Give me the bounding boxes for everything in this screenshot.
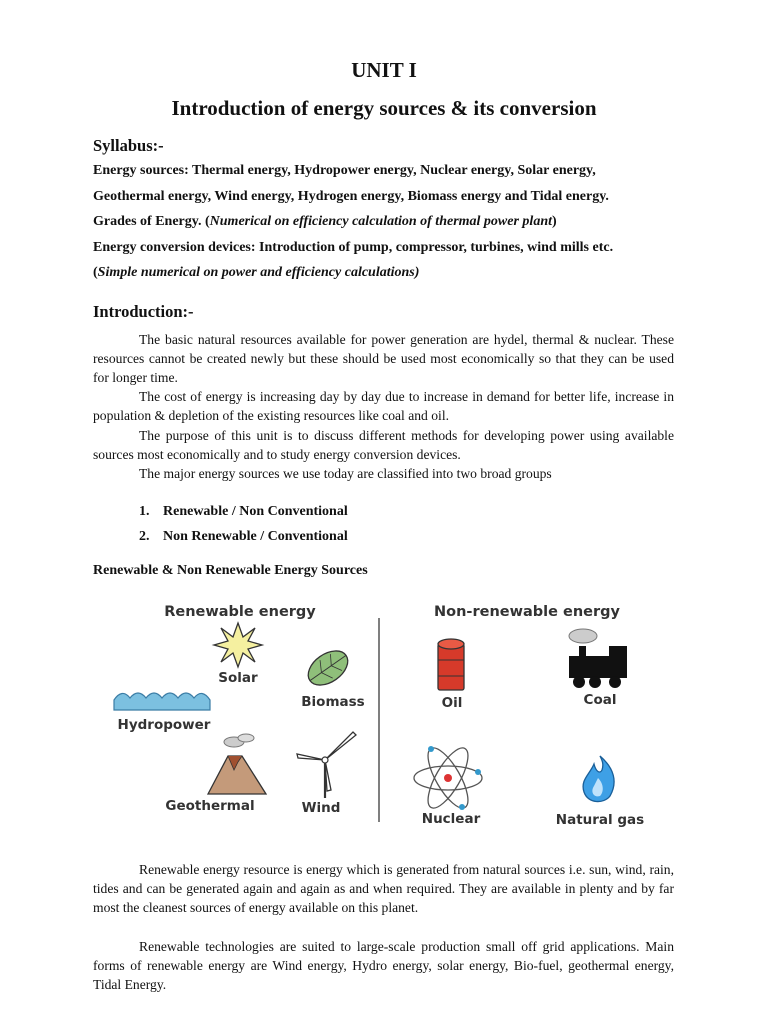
syllabus-line-2: Geothermal energy, Wind energy, Hydrogen energy, Biomass energy and Tidal energy. bbox=[93, 189, 609, 204]
syllabus-line-3-prefix: Grades of Energy. ( bbox=[93, 214, 210, 229]
energy-sources-figure bbox=[100, 590, 680, 840]
wind-label: Wind bbox=[301, 800, 341, 816]
intro-paragraph-3-text: The purpose of this unit is to discuss different methods for developing power using available sources most economically and to study energy conversion devices. bbox=[93, 428, 674, 462]
syllabus-line-5-prefix: ( bbox=[93, 265, 98, 280]
intro-paragraph-2 bbox=[93, 387, 674, 425]
biomass-label: Biomass bbox=[301, 694, 365, 710]
sun-icon bbox=[214, 623, 262, 667]
unit-heading: UNIT I bbox=[351, 58, 417, 82]
body-paragraph-2 bbox=[93, 937, 674, 994]
syllabus-line-1: Energy sources: Thermal energy, Hydropower energy, Nuclear energy, Solar energy, bbox=[93, 163, 596, 178]
volcano-icon bbox=[208, 734, 266, 794]
list-item-number: 2. bbox=[139, 529, 150, 544]
flame-icon bbox=[583, 756, 614, 802]
list-item-label: Non Renewable / Conventional bbox=[163, 529, 348, 544]
syllabus-line-3-suffix: ) bbox=[552, 214, 557, 229]
list-item bbox=[139, 504, 348, 529]
figure-caption: Renewable & Non Renewable Energy Sources bbox=[93, 563, 368, 578]
atom-icon bbox=[414, 743, 482, 814]
intro-paragraph-2-text: The cost of energy is increasing day by day due to increase in demand for better life, increase in population & depletion of the existing resources like coal and oil. bbox=[93, 389, 674, 423]
intro-paragraph-1-text: The basic natural resources available for power generation are hydel, thermal & nuclear. These resources cannot be created newly but these should be used most economically so that they can be used for longer time. bbox=[93, 332, 674, 385]
hydropower-label: Hydropower bbox=[117, 717, 211, 733]
renewable-title: Renewable energy bbox=[164, 604, 316, 620]
body-paragraph-2-text: Renewable technologies are suited to large-scale production small off grid applications. Main forms of renewable energy are Wind energy, Hydro energy, solar energy, Bio-fuel, geothermal energy, Tidal Energy. bbox=[93, 939, 674, 992]
syllabus-line-4: Energy conversion devices: Introduction of pump, compressor, turbines, wind mills etc. bbox=[93, 240, 614, 255]
coal-label: Coal bbox=[583, 692, 617, 708]
waves-icon bbox=[114, 693, 210, 710]
list-item-number: 1. bbox=[139, 504, 150, 519]
natural-gas-label: Natural gas bbox=[555, 812, 645, 828]
nonrenewable-title: Non-renewable energy bbox=[434, 604, 620, 620]
oil-label: Oil bbox=[441, 695, 463, 711]
syllabus-line-5 bbox=[93, 265, 419, 281]
intro-paragraph-1 bbox=[93, 330, 674, 387]
body-paragraph-1-text: Renewable energy resource is energy which is generated from natural sources i.e. sun, wind, rain, tides and can be generated again and again as and when required. They are available in plenty and by far most the cleanest sources of energy available on this planet. bbox=[93, 862, 674, 915]
list-item-label: Renewable / Non Conventional bbox=[163, 504, 348, 519]
syllabus-line-5-italic: Simple numerical on power and efficiency calculations) bbox=[97, 265, 420, 280]
list-item bbox=[139, 529, 348, 554]
geothermal-label: Geothermal bbox=[165, 798, 255, 814]
body-paragraph-1 bbox=[93, 860, 674, 917]
leaf-icon bbox=[302, 644, 354, 692]
intro-paragraph-4-text: The major energy sources we use today are classified into two broad groups bbox=[139, 466, 552, 481]
intro-paragraph-3 bbox=[93, 426, 674, 464]
syllabus-line-3 bbox=[93, 214, 557, 230]
nuclear-label: Nuclear bbox=[421, 811, 481, 827]
oil-barrel-icon bbox=[438, 639, 464, 690]
locomotive-icon bbox=[569, 629, 627, 688]
wind-turbine-icon bbox=[297, 732, 356, 798]
syllabus-heading: Syllabus:- bbox=[93, 136, 164, 155]
solar-label: Solar bbox=[218, 670, 258, 686]
introduction-heading: Introduction:- bbox=[93, 302, 194, 321]
syllabus-line-3-italic: Numerical on efficiency calculation of thermal power plant bbox=[209, 214, 552, 229]
intro-paragraph-4 bbox=[93, 464, 674, 483]
energy-groups-list bbox=[139, 504, 348, 554]
page-title: Introduction of energy sources & its conversion bbox=[171, 96, 597, 120]
